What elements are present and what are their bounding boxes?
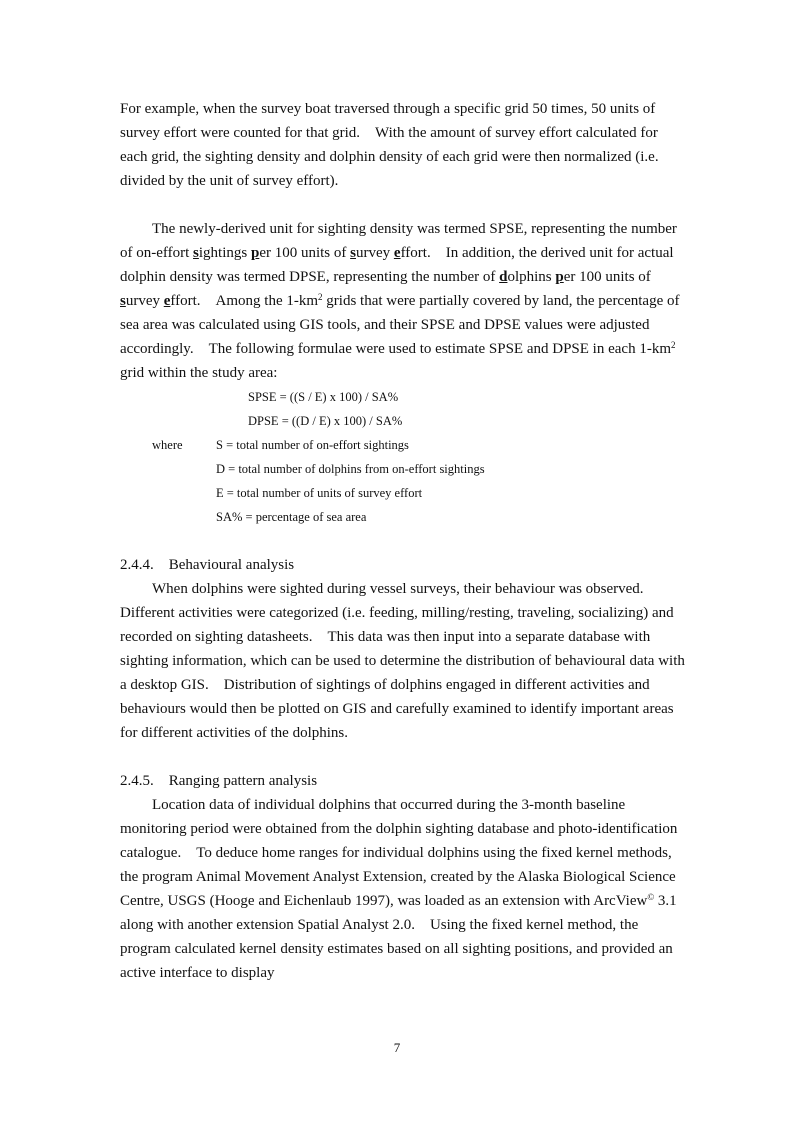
text: urvey	[125, 293, 164, 309]
text: urvey	[355, 245, 394, 261]
underlined-letter: e	[163, 293, 171, 309]
superscript: ©	[647, 892, 655, 902]
text: Location data of individual dolphins that occurred during the 3-month baseline monitoring period were obtained from the dolphin sighting database and photo-identification catalogue. To deduce home ranges for individual dolphins using the fixed kernel methods, the program Animal Movement Analyst Extension, created by the Alaska Biological Science Centre, USGS (Hooge and Eichenlaub 1997), was loaded as an extension with ArcView	[120, 797, 678, 909]
underlined-letter: s	[193, 245, 199, 261]
text: ightings	[198, 245, 251, 261]
text: ffort. In addition, the derived unit for actual dolphin density was termed DPSE, representing the number of	[120, 245, 674, 285]
section-heading-behavioural-analysis: 2.4.4. Behavioural analysis	[120, 557, 295, 573]
definition-sa: SA% = percentage of sea area	[216, 510, 367, 524]
paragraph-behavioural-analysis: When dolphins were sighted during vessel surveys, their behaviour was observed. Different activities were categorized (i.e. feeding, milling/resting, traveling, socializing) and recorded on sighting datasheets. This data was then input into a separate database with sighting information, which can be used to determine the distribution of behavioural data with a desktop GIS. Distribution of sightings of dolphins engaged in different activities and behaviours would then be plotted on GIS and carefully examined to identify important areas for different activities of the dolphins.	[120, 581, 685, 741]
where-row	[120, 433, 685, 457]
paragraph-ranging-pattern	[120, 793, 685, 985]
underlined-letter: p	[250, 245, 260, 261]
underlined-letter: d	[499, 269, 508, 285]
where-label: where	[152, 438, 183, 452]
page-number: 7	[393, 1040, 401, 1055]
underlined-letter: p	[555, 269, 564, 285]
text: grid within the study area:	[120, 365, 278, 381]
definition-s: S = total number of on-effort sightings	[216, 438, 409, 452]
underlined-letter: e	[393, 245, 401, 261]
text: olphins	[507, 269, 556, 285]
text: grids that were partially covered by land, the percentage of sea area was calculated using GIS tools, and their SPSE and DPSE values were adjusted accordingly. The following formulae were used to estimate SPSE and DPSE in each 1-km	[120, 293, 680, 357]
formula-spse: SPSE = ((S / E) x 100) / SA%	[248, 390, 399, 404]
paragraph-survey-effort: For example, when the survey boat traversed through a specific grid 50 times, 50 units of survey effort were counted for that grid. With the amount of survey effort calculated for each grid, the sighting density and dolphin density of each grid were then normalized (i.e. divided by the unit of survey effort).	[120, 101, 659, 189]
superscript: 2	[671, 340, 676, 350]
section-heading-ranging-pattern: 2.4.5. Ranging pattern analysis	[120, 773, 318, 789]
underlined-letter: s	[120, 293, 126, 309]
text: 3.1 along with another extension Spatial Analyst 2.0. Using the fixed kernel method, the program calculated kernel density estimates based on all sighting positions, and provided an active interface to display	[120, 893, 677, 981]
text: er 100 units of	[259, 245, 351, 261]
formula-dpse: DPSE = ((D / E) x 100) / SA%	[248, 414, 403, 428]
formula-block	[120, 385, 685, 529]
definition-d: D = total number of dolphins from on-effort sightings	[216, 462, 485, 476]
text: er 100 units of	[563, 269, 651, 285]
underlined-letter: s	[350, 245, 356, 261]
superscript: 2	[318, 292, 323, 302]
text: The newly-derived unit for sighting density was termed SPSE, representing the number of on-effort	[120, 221, 677, 261]
definition-e: E = total number of units of survey effort	[216, 486, 423, 500]
paragraph-spse-dpse	[120, 217, 685, 385]
document-page	[120, 97, 685, 985]
text: ffort. Among the 1-km	[170, 293, 319, 309]
